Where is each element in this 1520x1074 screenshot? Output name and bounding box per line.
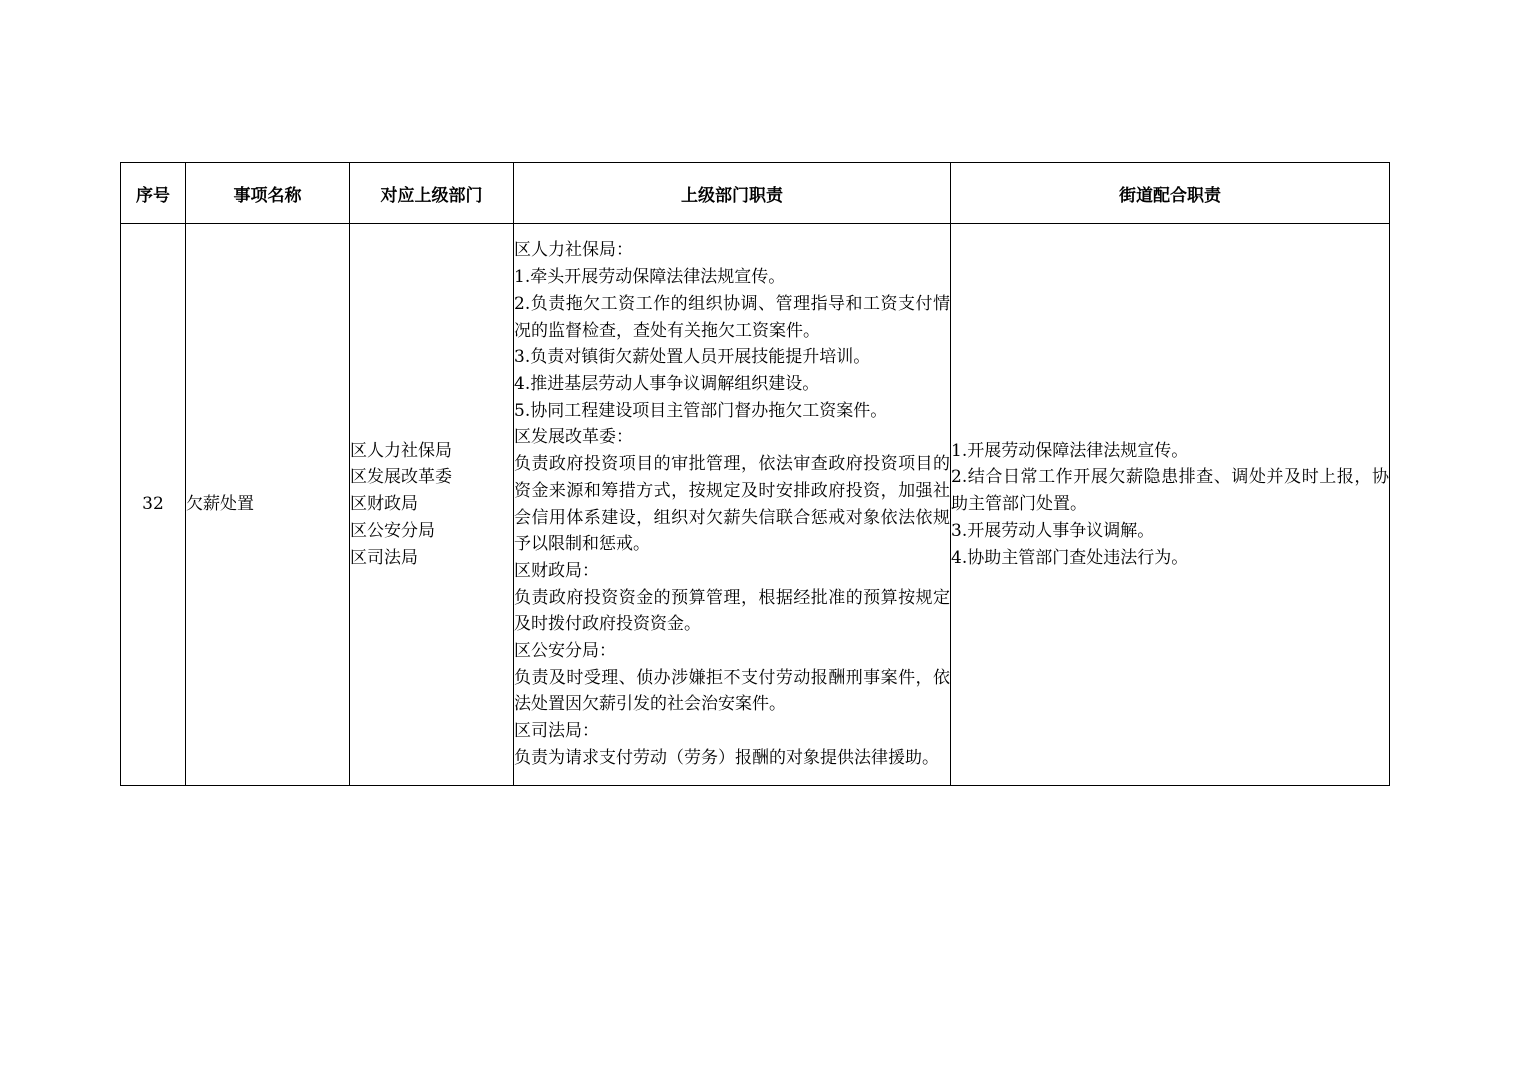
cell-street-duties <box>951 224 1390 786</box>
street-duty-text: 1.开展劳动保障法律法规宣传。 <box>951 440 1189 461</box>
table-row <box>121 224 1390 786</box>
upper-duty-text: 4.推进基层劳动人事争议调解组织建设。 <box>514 373 820 394</box>
cell-item-name: 欠薪处置 <box>186 224 350 786</box>
upper-duty-heading: 区司法局： <box>514 721 599 742</box>
upper-duty-heading: 区财政局： <box>514 560 599 581</box>
upper-duty-heading: 区人力社保局： <box>514 240 633 261</box>
header-street-duties: 街道配合职责 <box>951 163 1390 224</box>
upper-duty-text: 负责为请求支付劳动（劳务）报酬的对象提供法律援助。 <box>514 747 939 768</box>
upper-duty-text: 3.负责对镇街欠薪处置人员开展技能提升培训。 <box>514 347 871 368</box>
cell-number: 32 <box>121 224 186 786</box>
header-upper-department: 对应上级部门 <box>350 163 514 224</box>
upper-duty-heading: 区发展改革委： <box>514 427 633 448</box>
upper-duty-text: 2.负责拖欠工资工作的组织协调、管理指导和工资支付情况的监督检查，查处有关拖欠工资案件。 <box>514 293 950 341</box>
upper-duty-text: 5.协同工程建设项目主管部门督办拖欠工资案件。 <box>514 400 888 421</box>
upper-duty-heading: 区公安分局： <box>514 641 616 662</box>
street-duty-text: 4.协助主管部门查处违法行为。 <box>951 547 1189 568</box>
street-duty-text: 3.开展劳动人事争议调解。 <box>951 520 1155 541</box>
street-duty-text: 2.结合日常工作开展欠薪隐患排查、调处并及时上报，协助主管部门处置。 <box>951 467 1389 515</box>
cell-upper-duties <box>514 224 951 786</box>
department-name: 区公安分局 <box>350 520 435 541</box>
upper-duty-text: 负责政府投资项目的审批管理，依法审查政府投资项目的资金来源和筹措方式，按规定及时安排政府投资，加强社会信用体系建设，组织对欠薪失信联合惩戒对象依法依规予以限制和惩戒。 <box>514 454 950 555</box>
upper-duty-text: 1.牵头开展劳动保障法律法规宣传。 <box>514 267 786 288</box>
department-name: 区发展改革委 <box>350 467 452 488</box>
header-number: 序号 <box>121 163 186 224</box>
department-name: 区人力社保局 <box>350 440 452 461</box>
header-item-name: 事项名称 <box>186 163 350 224</box>
upper-duty-text: 负责及时受理、侦办涉嫌拒不支付劳动报酬刑事案件，依法处置因欠薪引发的社会治安案件。 <box>514 667 950 715</box>
department-name: 区司法局 <box>350 547 418 568</box>
upper-duty-text: 负责政府投资资金的预算管理，根据经批准的预算按规定及时拨付政府投资资金。 <box>514 587 950 635</box>
duty-table <box>120 162 1390 786</box>
table-header-row <box>121 163 1390 224</box>
header-upper-duties: 上级部门职责 <box>514 163 951 224</box>
cell-departments <box>350 224 514 786</box>
department-name: 区财政局 <box>350 494 418 515</box>
